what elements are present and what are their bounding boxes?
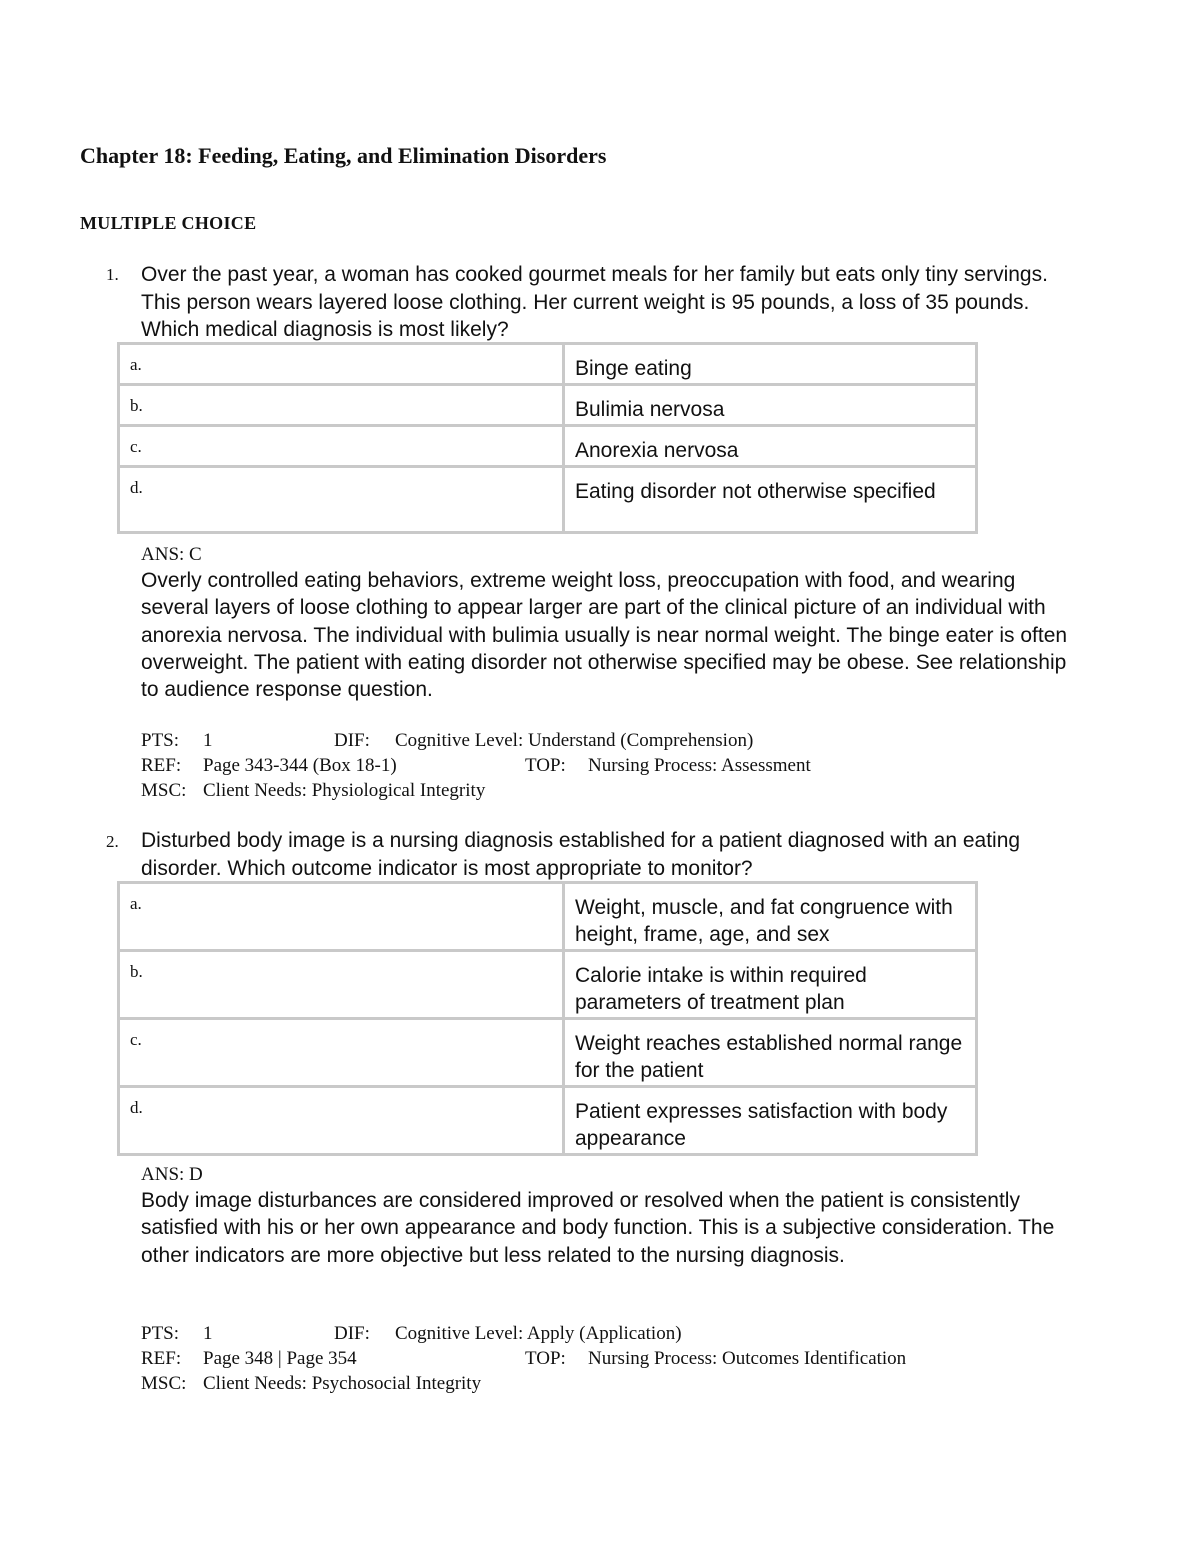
choice-letter: a. xyxy=(119,344,564,385)
ref-label: REF: xyxy=(141,755,182,776)
choice-row xyxy=(119,385,977,426)
choice-row xyxy=(119,467,977,533)
choice-text: Patient expresses satisfaction with body appearance xyxy=(564,1087,977,1155)
top-value: Nursing Process: Assessment xyxy=(588,755,811,776)
top-label: TOP: xyxy=(525,1348,566,1369)
chapter-title: Chapter 18: Feeding, Eating, and Elimination Disorders xyxy=(80,143,607,168)
pts-value: 1 xyxy=(203,730,213,751)
choice-row xyxy=(119,883,977,951)
dif-label: DIF: xyxy=(334,1323,370,1344)
msc-value: Client Needs: Psychosocial Integrity xyxy=(203,1373,482,1394)
choices-table xyxy=(117,342,978,534)
choice-row xyxy=(119,951,977,1019)
msc-value: Client Needs: Physiological Integrity xyxy=(203,780,486,801)
choice-letter: d. xyxy=(119,467,564,533)
question-stem: Disturbed body image is a nursing diagnosis established for a patient diagnosed with an eating disorder. Which outcome indicator is most appropriate to monitor? xyxy=(141,829,1021,880)
choice-text: Anorexia nervosa xyxy=(564,426,977,467)
choice-text: Weight reaches established normal range for the patient xyxy=(564,1019,977,1087)
answer-key: ANS: C xyxy=(141,544,202,565)
msc-label: MSC: xyxy=(141,780,187,801)
choice-row xyxy=(119,1087,977,1155)
top-value: Nursing Process: Outcomes Identification xyxy=(588,1348,907,1369)
pts-value: 1 xyxy=(203,1323,213,1344)
choice-letter: d. xyxy=(119,1087,564,1155)
choice-text: Weight, muscle, and fat congruence with height, frame, age, and sex xyxy=(564,883,977,951)
choice-row xyxy=(119,1019,977,1087)
rationale-text: Body image disturbances are considered improved or resolved when the patient is consistently satisfied with his or her own appearance and body function. This is a subjective consideration. The other indicators are more objective but less related to the nursing diagnosis. xyxy=(141,1189,1055,1267)
choice-text: Eating disorder not otherwise specified xyxy=(564,467,977,533)
dif-label: DIF: xyxy=(334,730,370,751)
section-heading: MULTIPLE CHOICE xyxy=(80,213,257,233)
dif-value: Cognitive Level: Understand (Comprehension) xyxy=(395,730,754,751)
pts-label: PTS: xyxy=(141,1323,180,1344)
msc-label: MSC: xyxy=(141,1373,187,1394)
dif-value: Cognitive Level: Apply (Application) xyxy=(395,1323,682,1344)
top-label: TOP: xyxy=(525,755,566,776)
ref-value: Page 343-344 (Box 18-1) xyxy=(203,755,397,776)
pts-label: PTS: xyxy=(141,730,180,751)
question-number: 1. xyxy=(106,265,119,284)
choice-letter: c. xyxy=(119,426,564,467)
choice-letter: b. xyxy=(119,385,564,426)
rationale-text: Overly controlled eating behaviors, extreme weight loss, preoccupation with food, and wearing several layers of loose clothing to appear larger are part of the clinical picture of an individual with anorexia nervosa. The individual with bulimia usually is near normal weight. The binge eater is often overweight. The patient with eating disorder not otherwise specified may be obese. See relationship to audience response question. xyxy=(141,569,1068,702)
choice-row xyxy=(119,426,977,467)
question-number: 2. xyxy=(106,832,119,851)
choice-row xyxy=(119,344,977,385)
answer-key: ANS: D xyxy=(141,1164,203,1185)
ref-value: Page 348 | Page 354 xyxy=(203,1348,357,1369)
choice-text: Bulimia nervosa xyxy=(564,385,977,426)
ref-label: REF: xyxy=(141,1348,182,1369)
choice-text: Calorie intake is within required parameters of treatment plan xyxy=(564,951,977,1019)
choices-table xyxy=(117,881,978,1156)
choice-letter: a. xyxy=(119,883,564,951)
choice-letter: b. xyxy=(119,951,564,1019)
choice-text: Binge eating xyxy=(564,344,977,385)
question-stem: Over the past year, a woman has cooked gourmet meals for her family but eats only tiny servings. This person wears layered loose clothing. Her current weight is 95 pounds, a loss of 35 pounds. Which medical diagnosis is most likely? xyxy=(141,263,1048,341)
choice-letter: c. xyxy=(119,1019,564,1087)
